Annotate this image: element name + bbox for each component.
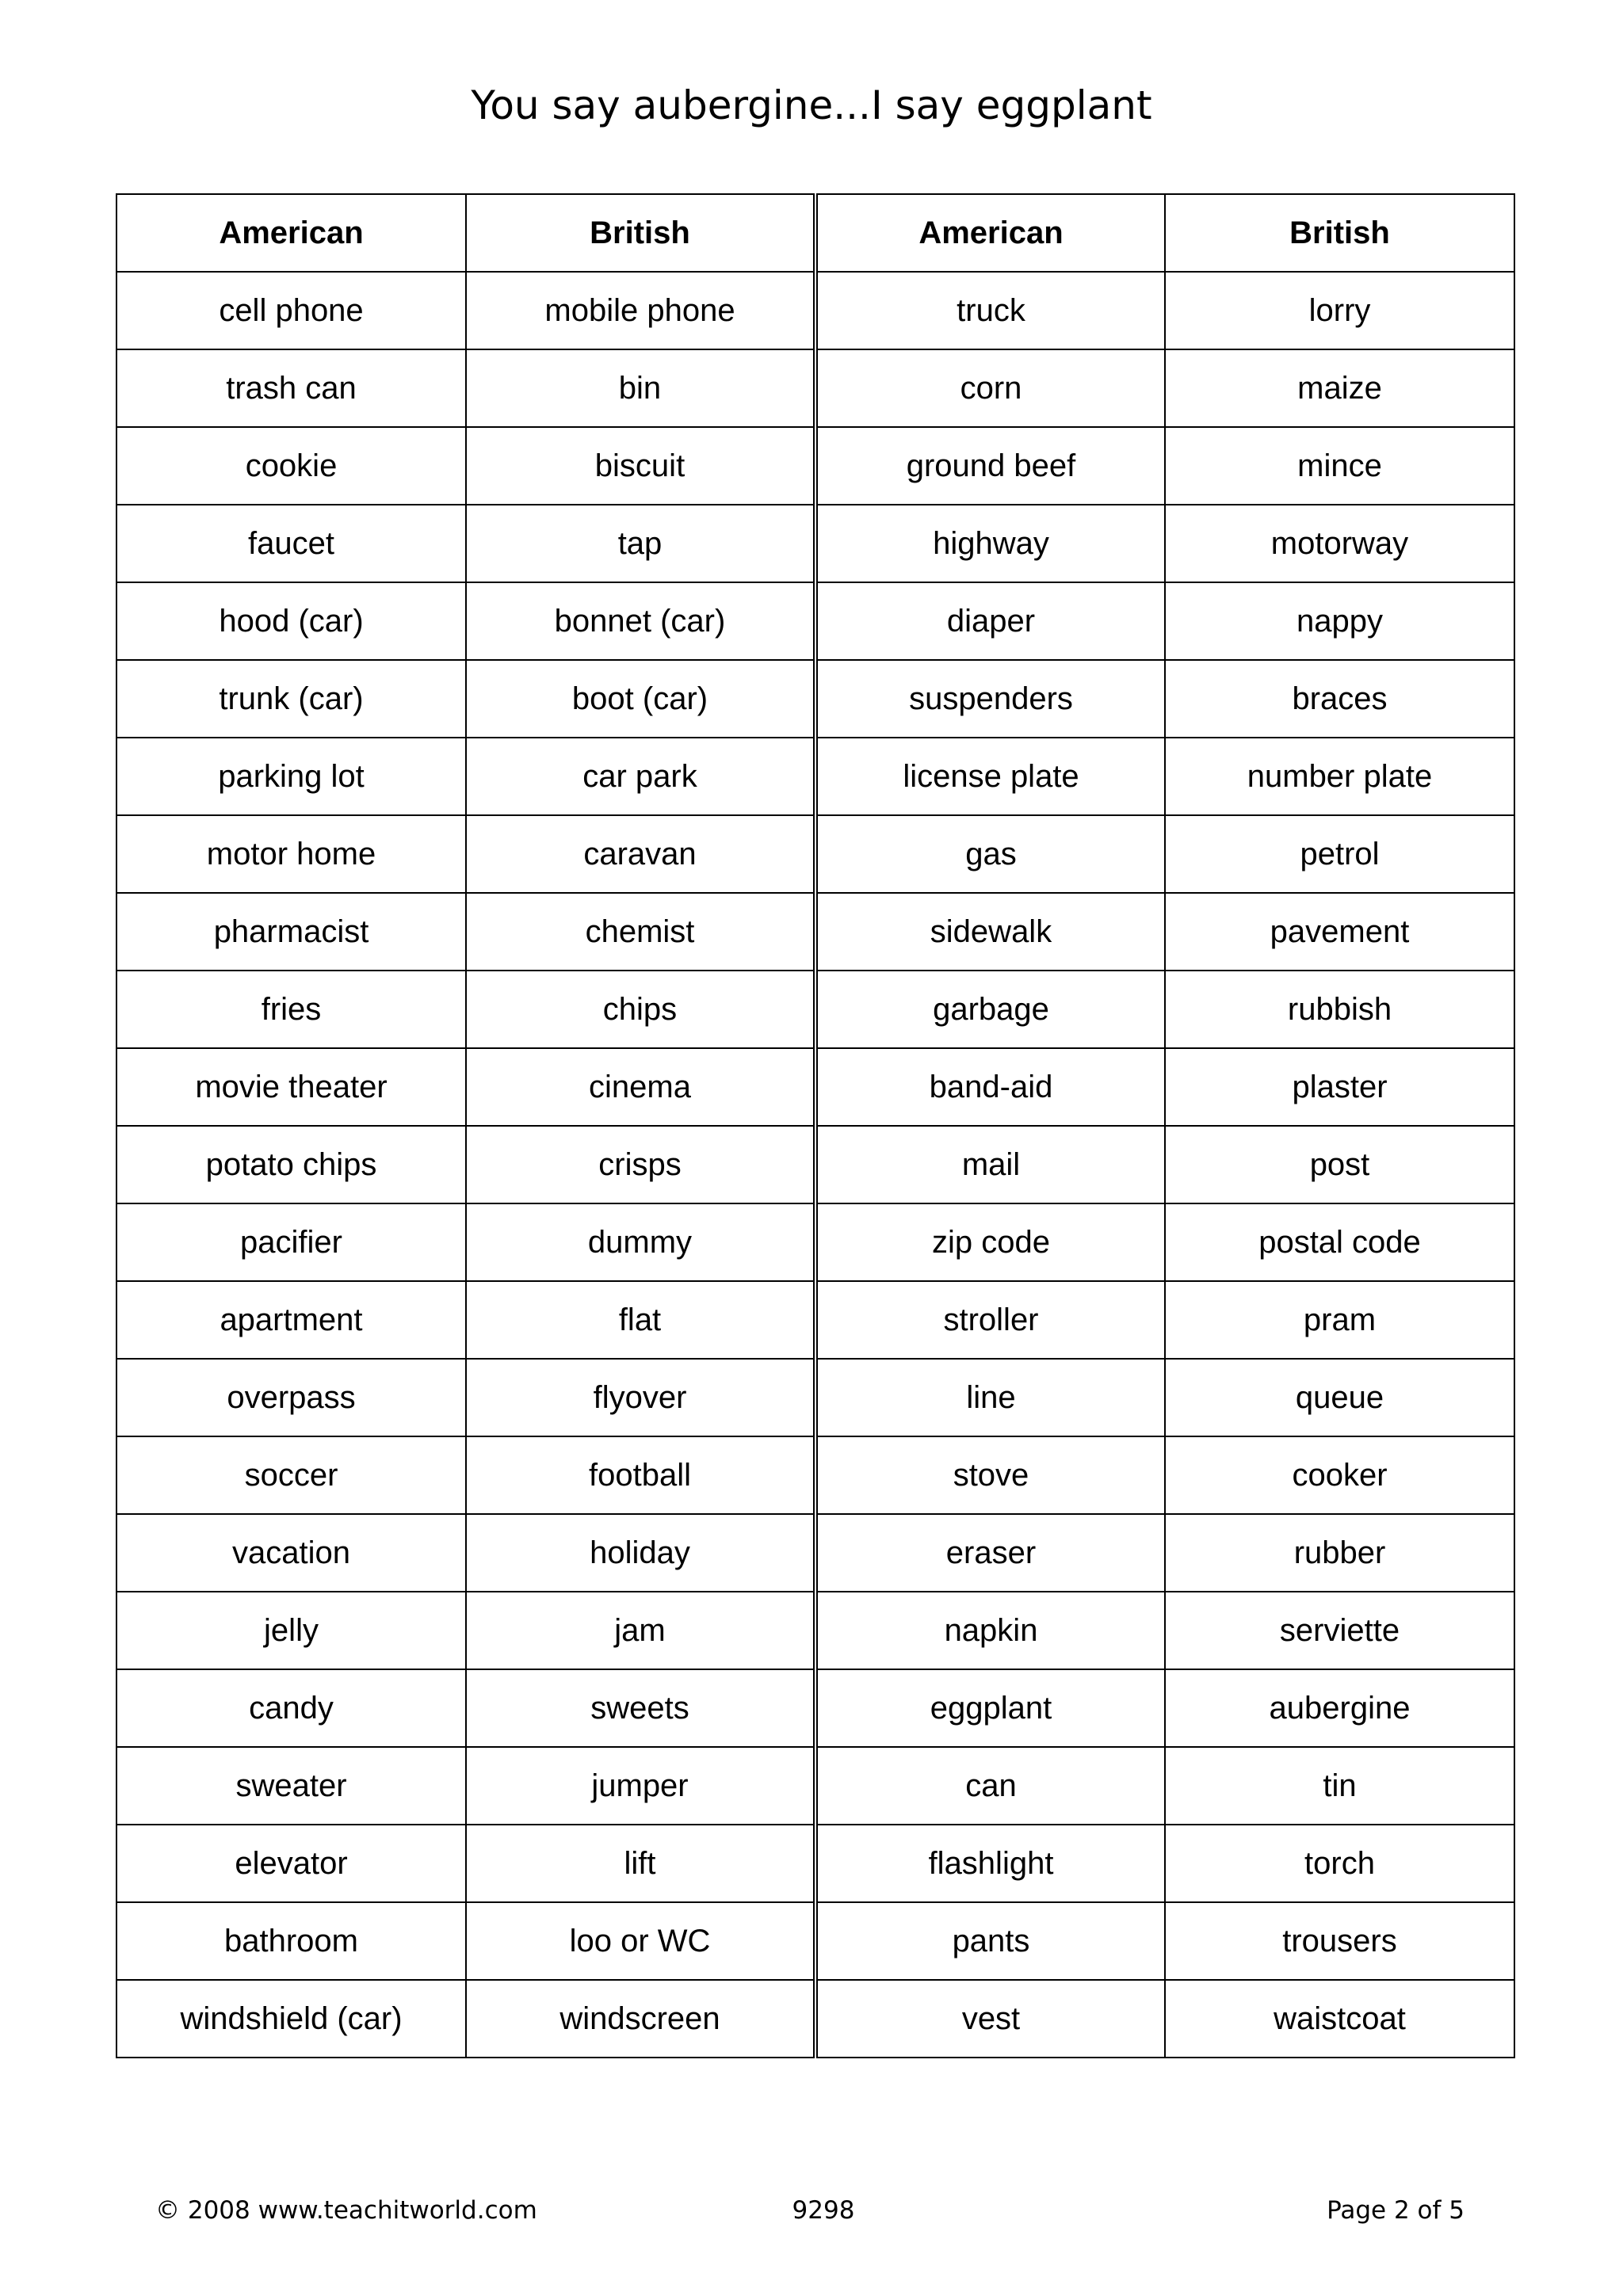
american-word: pharmacist <box>116 893 466 971</box>
table-row <box>116 738 1514 815</box>
american-word: garbage <box>815 971 1165 1048</box>
british-word: tin <box>1165 1747 1514 1825</box>
table-row <box>116 1048 1514 1126</box>
british-word: motorway <box>1165 505 1514 582</box>
british-word: football <box>466 1436 815 1514</box>
table-row <box>116 1902 1514 1980</box>
american-word: vacation <box>116 1514 466 1592</box>
american-word: stove <box>815 1436 1165 1514</box>
british-word: rubbish <box>1165 971 1514 1048</box>
british-word: loo or WC <box>466 1902 815 1980</box>
british-word: jumper <box>466 1747 815 1825</box>
american-word: hood (car) <box>116 582 466 660</box>
american-word: flashlight <box>815 1825 1165 1902</box>
british-word: lorry <box>1165 272 1514 349</box>
american-word: windshield (car) <box>116 1980 466 2058</box>
american-word: zip code <box>815 1203 1165 1281</box>
british-word: serviette <box>1165 1592 1514 1669</box>
american-word: potato chips <box>116 1126 466 1203</box>
british-word: plaster <box>1165 1048 1514 1126</box>
american-word: vest <box>815 1980 1165 2058</box>
british-word: cooker <box>1165 1436 1514 1514</box>
table-row <box>116 272 1514 349</box>
table-row <box>116 1825 1514 1902</box>
table-row <box>116 349 1514 427</box>
american-word: cookie <box>116 427 466 505</box>
header-american-1: American <box>116 194 466 272</box>
header-british-2: British <box>1165 194 1514 272</box>
table-row <box>116 1514 1514 1592</box>
british-word: sweets <box>466 1669 815 1747</box>
british-word: braces <box>1165 660 1514 738</box>
american-word: sidewalk <box>815 893 1165 971</box>
american-word: jelly <box>116 1592 466 1669</box>
american-word: highway <box>815 505 1165 582</box>
table-row <box>116 1436 1514 1514</box>
british-word: petrol <box>1165 815 1514 893</box>
table-row <box>116 971 1514 1048</box>
british-word: jam <box>466 1592 815 1669</box>
american-word: fries <box>116 971 466 1048</box>
american-word: soccer <box>116 1436 466 1514</box>
american-word: truck <box>815 272 1165 349</box>
american-word: overpass <box>116 1359 466 1436</box>
british-word: chemist <box>466 893 815 971</box>
header-american-2: American <box>815 194 1165 272</box>
american-word: diaper <box>815 582 1165 660</box>
british-word: car park <box>466 738 815 815</box>
british-word: caravan <box>466 815 815 893</box>
british-word: lift <box>466 1825 815 1902</box>
british-word: crisps <box>466 1126 815 1203</box>
american-word: eraser <box>815 1514 1165 1592</box>
british-word: bin <box>466 349 815 427</box>
table-row <box>116 1281 1514 1359</box>
british-word: pram <box>1165 1281 1514 1359</box>
table-row <box>116 660 1514 738</box>
american-word: napkin <box>815 1592 1165 1669</box>
table-row <box>116 815 1514 893</box>
american-word: faucet <box>116 505 466 582</box>
american-word: corn <box>815 349 1165 427</box>
american-word: stroller <box>815 1281 1165 1359</box>
british-word: mobile phone <box>466 272 815 349</box>
table-row <box>116 1592 1514 1669</box>
american-word: line <box>815 1359 1165 1436</box>
table-row <box>116 1203 1514 1281</box>
american-word: bathroom <box>116 1902 466 1980</box>
british-word: windscreen <box>466 1980 815 2058</box>
american-word: can <box>815 1747 1165 1825</box>
british-word: postal code <box>1165 1203 1514 1281</box>
table-row <box>116 427 1514 505</box>
british-word: tap <box>466 505 815 582</box>
american-word: candy <box>116 1669 466 1747</box>
british-word: flat <box>466 1281 815 1359</box>
page-title: You say aubergine...I say eggplant <box>471 82 1152 128</box>
american-word: pacifier <box>116 1203 466 1281</box>
american-word: movie theater <box>116 1048 466 1126</box>
british-word: post <box>1165 1126 1514 1203</box>
british-word: maize <box>1165 349 1514 427</box>
table-row <box>116 1669 1514 1747</box>
american-word: motor home <box>116 815 466 893</box>
american-word: trash can <box>116 349 466 427</box>
american-word: band-aid <box>815 1048 1165 1126</box>
american-word: apartment <box>116 1281 466 1359</box>
american-word: license plate <box>815 738 1165 815</box>
table-row <box>116 505 1514 582</box>
british-word: bonnet (car) <box>466 582 815 660</box>
american-word: elevator <box>116 1825 466 1902</box>
table-row <box>116 1747 1514 1825</box>
table-row <box>116 582 1514 660</box>
british-word: waistcoat <box>1165 1980 1514 2058</box>
table-header-row <box>116 194 1514 272</box>
british-word: queue <box>1165 1359 1514 1436</box>
british-word: flyover <box>466 1359 815 1436</box>
british-word: biscuit <box>466 427 815 505</box>
british-word: nappy <box>1165 582 1514 660</box>
british-word: boot (car) <box>466 660 815 738</box>
american-word: mail <box>815 1126 1165 1203</box>
american-word: parking lot <box>116 738 466 815</box>
american-word: trunk (car) <box>116 660 466 738</box>
british-word: mince <box>1165 427 1514 505</box>
vocabulary-table <box>116 193 1515 2058</box>
american-word: eggplant <box>815 1669 1165 1747</box>
footer-code: 9298 <box>792 2196 855 2225</box>
american-word: cell phone <box>116 272 466 349</box>
british-word: chips <box>466 971 815 1048</box>
table-body <box>116 272 1514 2058</box>
british-word: aubergine <box>1165 1669 1514 1747</box>
british-word: dummy <box>466 1203 815 1281</box>
american-word: suspenders <box>815 660 1165 738</box>
table-row <box>116 1980 1514 2058</box>
american-word: gas <box>815 815 1165 893</box>
table-row <box>116 1359 1514 1436</box>
american-word: ground beef <box>815 427 1165 505</box>
footer-page-number: Page 2 of 5 <box>1327 2196 1465 2225</box>
british-word: holiday <box>466 1514 815 1592</box>
british-word: number plate <box>1165 738 1514 815</box>
header-british-1: British <box>466 194 815 272</box>
british-word: trousers <box>1165 1902 1514 1980</box>
british-word: cinema <box>466 1048 815 1126</box>
british-word: rubber <box>1165 1514 1514 1592</box>
footer-copyright: © 2008 www.teachitworld.com <box>155 2196 537 2225</box>
american-word: sweater <box>116 1747 466 1825</box>
table-row <box>116 1126 1514 1203</box>
british-word: pavement <box>1165 893 1514 971</box>
american-word: pants <box>815 1902 1165 1980</box>
british-word: torch <box>1165 1825 1514 1902</box>
table-row <box>116 893 1514 971</box>
